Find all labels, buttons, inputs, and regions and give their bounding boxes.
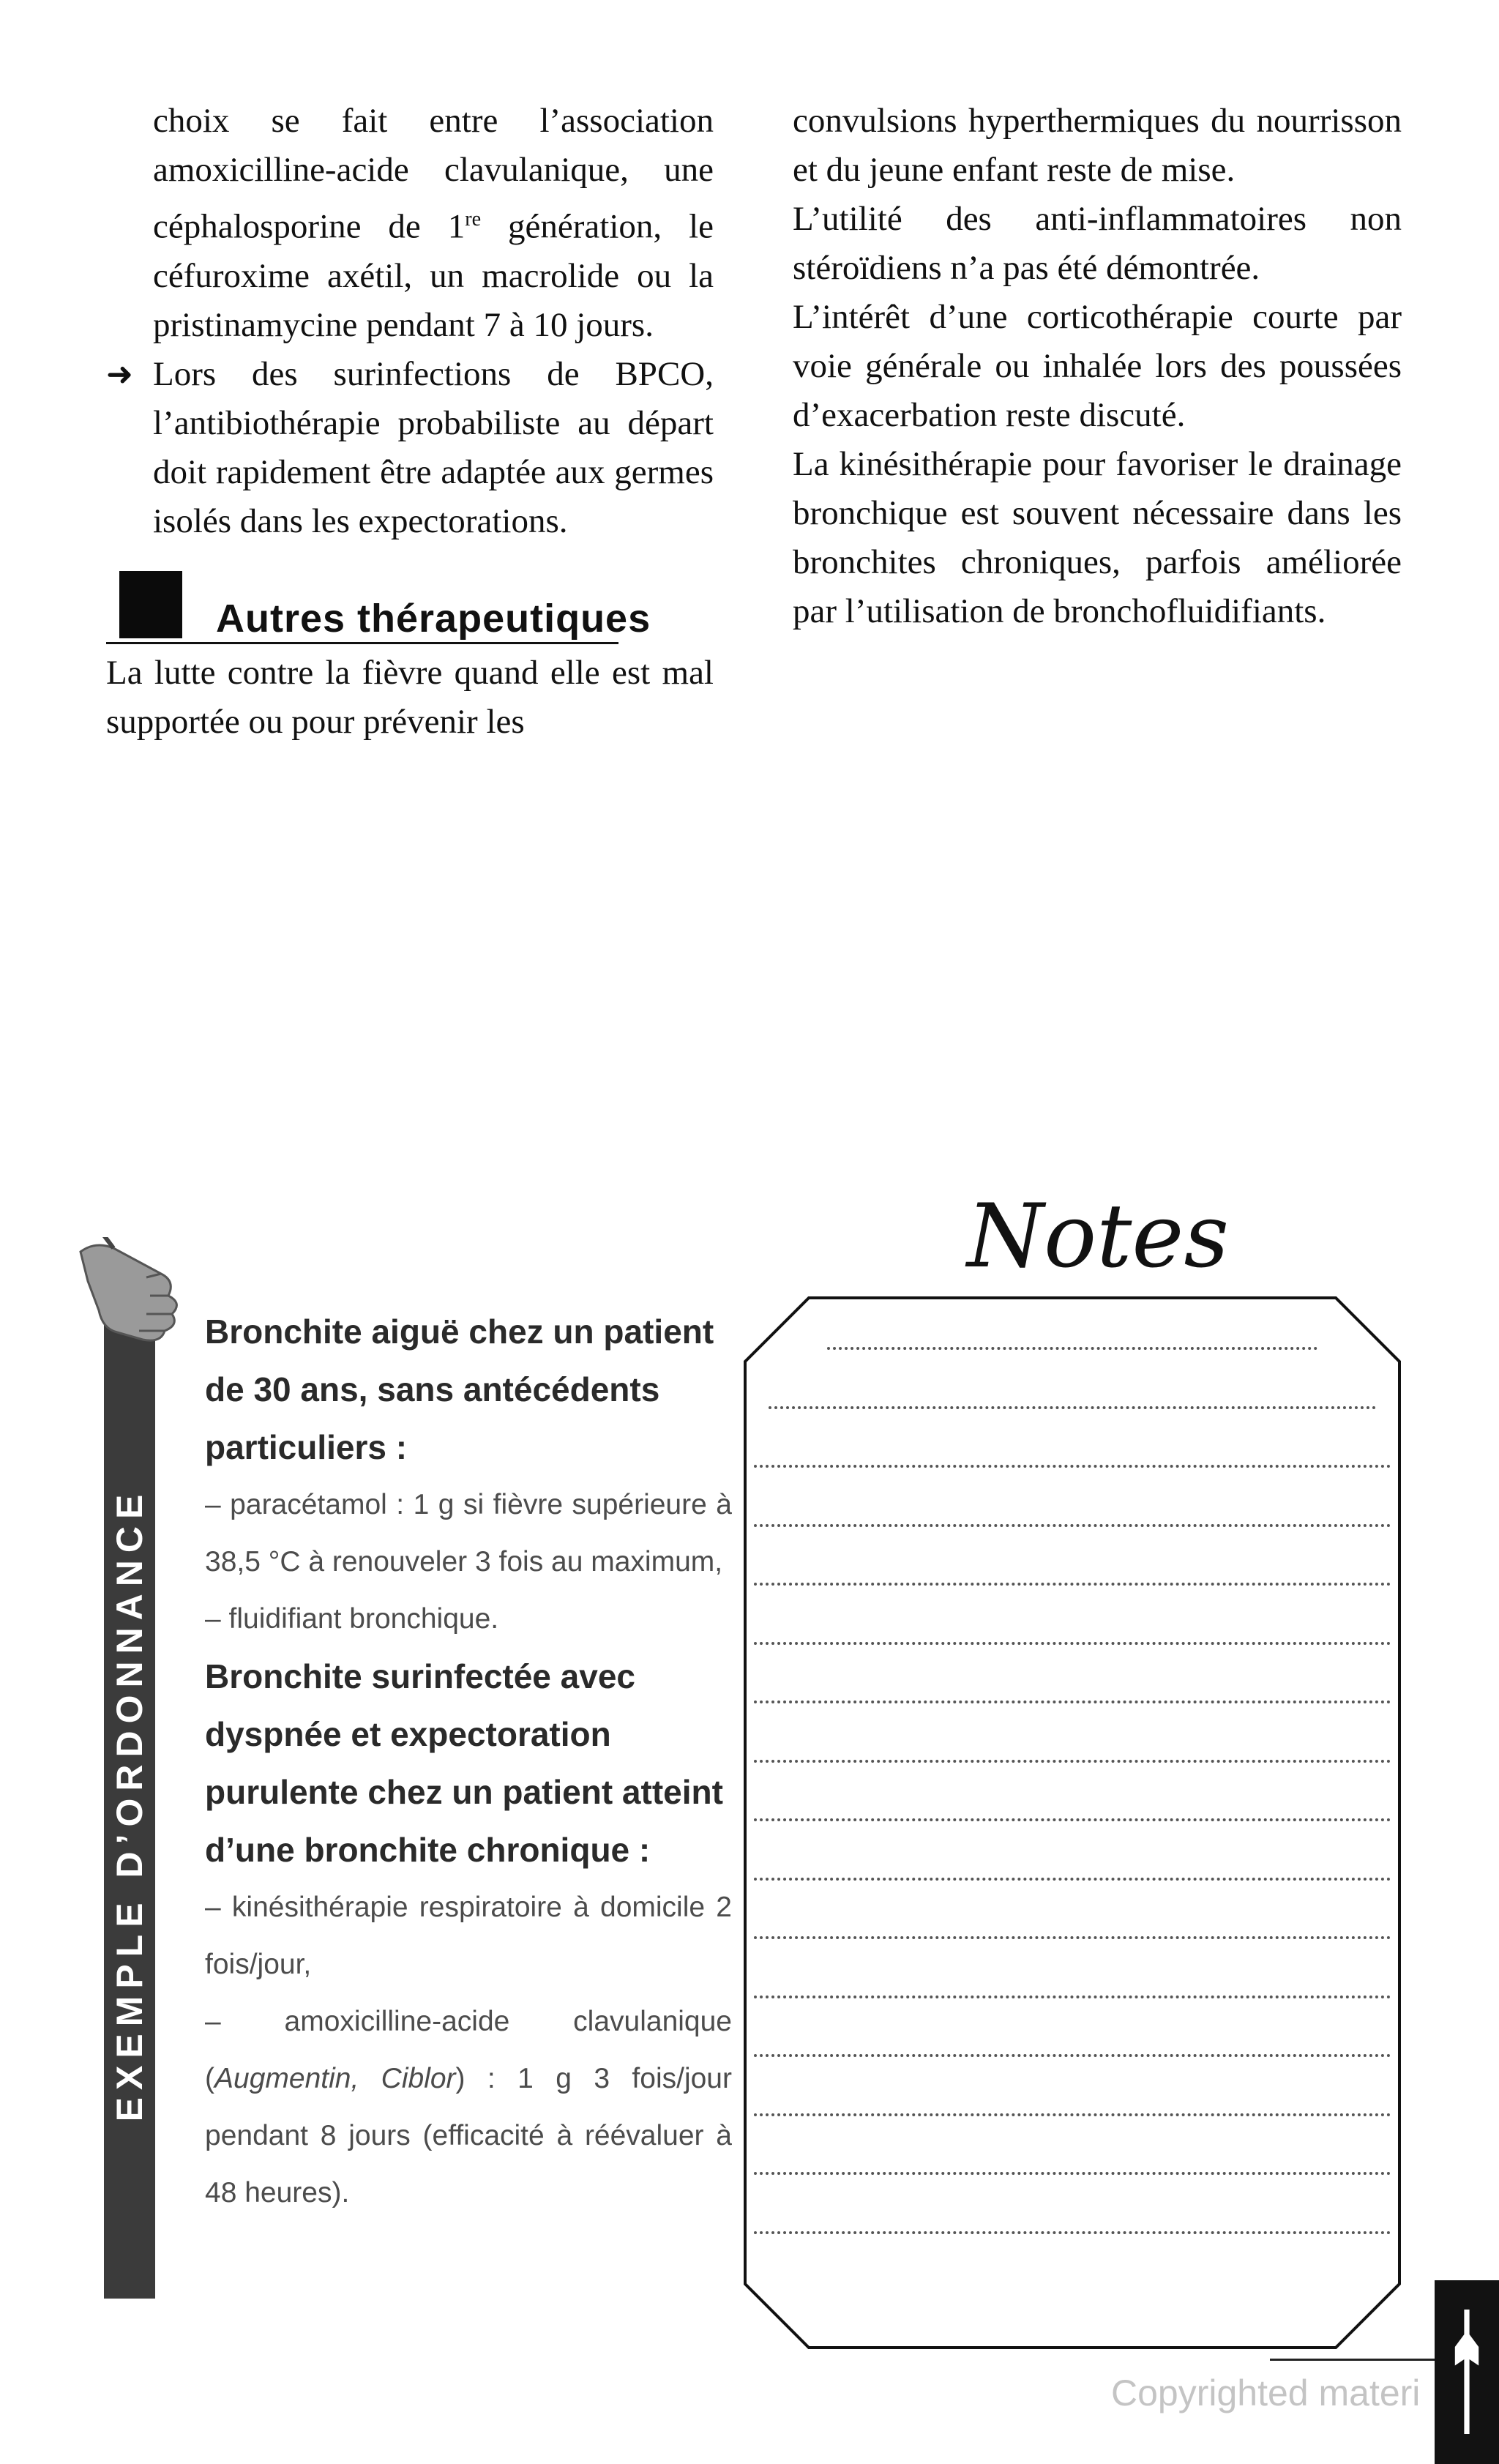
- notes-line: [754, 1465, 1391, 1468]
- chapter-tab-icon: [1454, 2310, 1480, 2434]
- prescription-content: [205, 1303, 732, 2222]
- left-column: [106, 97, 714, 747]
- section-title: Autres thérapeutiques: [216, 596, 651, 641]
- square-marker-icon: [119, 571, 182, 638]
- chapter-tab: [1435, 2280, 1499, 2464]
- arrow-right-icon: ➜: [106, 355, 133, 393]
- case2-title: Bronchite surinfectée avec dyspnée et expectoration purulente chez un patient atteint d’une bronchite chronique :: [205, 1657, 723, 1869]
- notes-line: [754, 2231, 1391, 2234]
- case2-item-2-start: – amoxicilline-acide clavulanique (: [205, 2006, 732, 2094]
- notes-line: [754, 1996, 1391, 1998]
- copyright-watermark: Copyrighted materi: [1111, 2372, 1421, 2413]
- section-rule: [106, 642, 618, 644]
- bullet-item: [106, 350, 714, 546]
- prescription-band: [104, 1310, 155, 2299]
- case1-item-1: – paracétamol : 1 g si fièvre supérieure à 38,5 °C à renouveler 3 fois au maximum,: [205, 1489, 732, 1578]
- right-paragraph-3: L’intérêt d’une corticothérapie courte par voie générale ou inhalée lors des poussées d’exacerbation reste discuté.: [793, 298, 1402, 434]
- notes-line: [754, 1936, 1391, 1939]
- prescription-example: [102, 1237, 732, 2335]
- case1-item-2: – fluidifiant bronchique.: [205, 1603, 499, 1635]
- notes-title: Notes: [966, 1186, 1230, 1288]
- notes-line: [827, 1347, 1317, 1350]
- notes-line: [754, 1583, 1391, 1586]
- case2-item-2-end: ) : 1 g 3 fois/jour pendant 8 jours (efficacité à réévaluer à 48 heures).: [205, 2063, 732, 2209]
- notes-frame: [743, 1296, 1402, 2350]
- notes-line: [754, 2054, 1391, 2057]
- notes-line: [754, 1700, 1391, 1703]
- case2-item-2: [205, 1993, 732, 2222]
- right-column: [793, 97, 1402, 636]
- notes-line: [754, 2113, 1391, 2116]
- notes-line: [754, 1524, 1391, 1527]
- case2-item-1: – kinésithérapie respiratoire à domicile 2 fois/jour,: [205, 1892, 732, 1980]
- section-heading: [106, 564, 714, 644]
- left-paragraph-2: La lutte contre la fièvre quand elle est mal supportée ou pour prévenir les: [106, 653, 714, 741]
- notes-line: [754, 1878, 1391, 1881]
- notes-line: [754, 1818, 1391, 1821]
- right-paragraph-1: convulsions hyperthermiques du nourrisson et du jeune enfant reste de mise.: [793, 102, 1402, 189]
- right-paragraph-2: L’utilité des anti-inflammatoires non stéroïdiens n’a pas été démontrée.: [793, 200, 1402, 287]
- case1-title: Bronchite aiguë chez un patient de 30 ans, sans antécédents particuliers :: [205, 1313, 714, 1466]
- notes-line: [769, 1406, 1376, 1409]
- notes-line: [754, 2172, 1391, 2175]
- case2-item-2-brands: Augmentin, Ciblor: [214, 2063, 456, 2094]
- bullet-text: Lors des surinfections de BPCO, l’antibiothérapie probabiliste au départ doit rapidement être adaptée aux germes isolés dans les expectorations.: [153, 354, 714, 540]
- footer-rule: [1270, 2359, 1435, 2361]
- pointing-hand-icon: [73, 1237, 190, 1347]
- right-paragraph-4: La kinésithérapie pour favoriser le drainage bronchique est souvent nécessaire dans les bronchites chroniques, parfois améliorée par l’utilisation de bronchofluidifiants.: [793, 445, 1402, 630]
- notes-line: [754, 1642, 1391, 1645]
- prescription-band-label: EXEMPLE D’ORDONNANCE: [109, 1487, 150, 2122]
- notes-line: [754, 1760, 1391, 1763]
- left-paragraph-1: choix se fait entre l’association amoxicilline-acide clavulanique, une céphalosporine de 1re génération, le céfuroxime axétil, un macrolide ou la pristinamycine pendant 7 à 10 jours.: [153, 102, 714, 344]
